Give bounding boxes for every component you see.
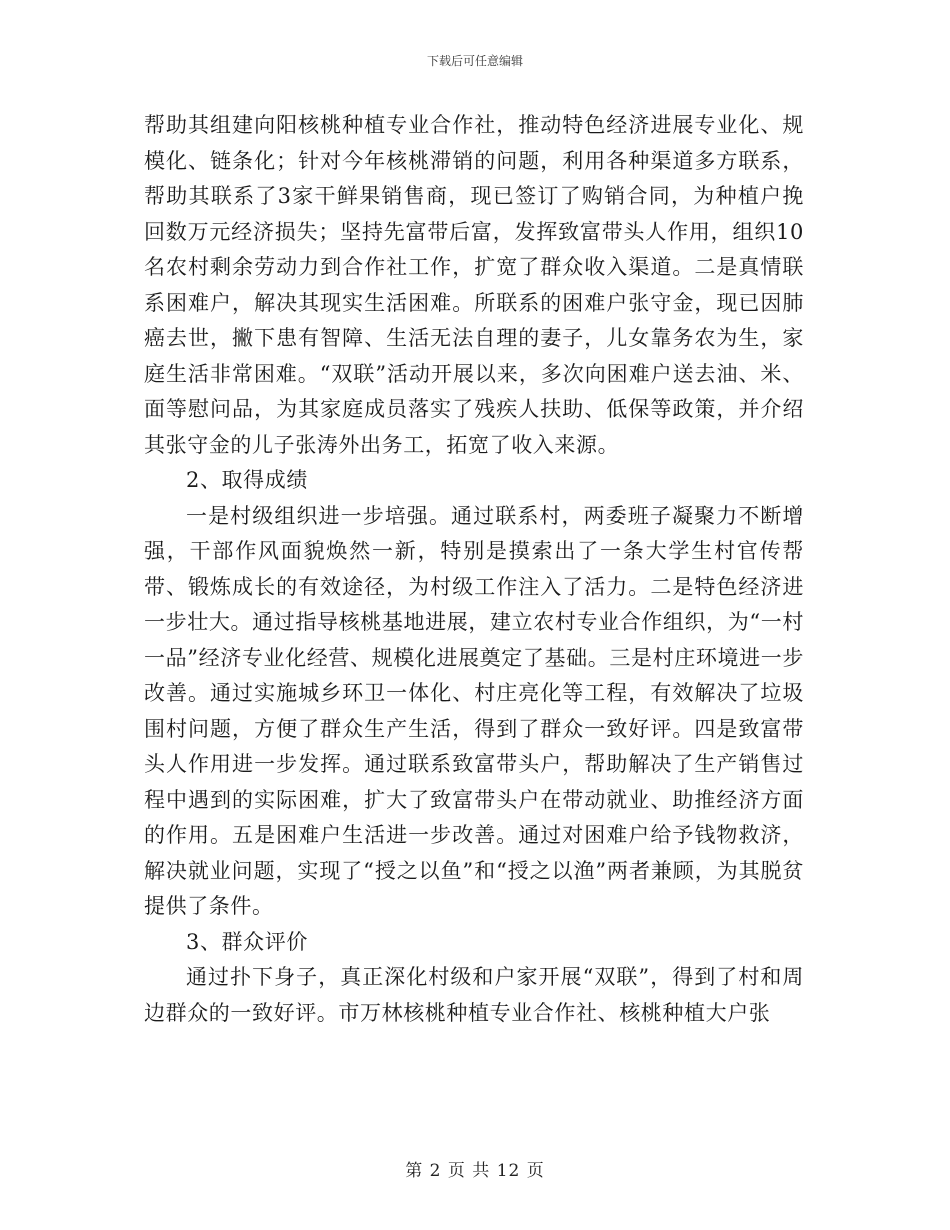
section-heading-3: 3、群众评价 — [186, 929, 308, 954]
document-body — [144, 108, 804, 1031]
paragraph-1: 帮助其组建向阳核桃种植专业合作社，推动特色经济进展专业化、规模化、链条化；针对今年核桃滞销的问题，利用各种渠道多方联系，帮助其联系了3家干鲜果销售商，现已签订了购销合同，为种植户挽回数万元经济损失；坚持先富带后富，发挥致富带头人作用，组织10名农村剩余劳动力到合作社工作，扩宽了群众收入渠道。二是真情联系困难户，解决其现实生活困难。所联系的困难户张守金，现已因肺癌去世，撇下患有智障、生活无法自理的妻子，儿女靠务农为生，家庭生活非常困难。“双联”活动开展以来，多次向困难户送去油、米、面等慰问品，为其家庭成员落实了残疾人扶助、低保等政策，并介绍其张守金的儿子张涛外出务工，拓宽了收入来源。 — [144, 113, 804, 457]
paragraph-3: 通过扑下身子，真正深化村级和户家开展“双联”，得到了村和周边群众的一致好评。市万林核桃种植专业合作社、核桃种植大户张 — [144, 965, 804, 1025]
paragraph-2: 一是村级组织进一步培强。通过联系村，两委班子凝聚力不断增强，干部作风面貌焕然一新，特别是摸索出了一条大学生村官传帮带、锻炼成长的有效途径，为村级工作注入了活力。二是特色经济进一步壮大。通过指导核桃基地进展，建立农村专业合作组织，为“一村一品”经济专业化经营、规模化进展奠定了基础。三是村庄环境进一步改善。通过实施城乡环卫一体化、村庄亮化等工程，有效解决了垃圾围村问题，方便了群众生产生活，得到了群众一致好评。四是致富带头人作用进一步发挥。通过联系致富带头户，帮助解决了生产销售过程中遇到的实际困难，扩大了致富带头户在带动就业、助推经济方面的作用。五是困难户生活进一步改善。通过对困难户给予钱物救济，解决就业问题，实现了“授之以鱼”和“授之以渔”两者兼顾，为其脱贫提供了条件。 — [144, 503, 804, 918]
page-footer — [0, 1156, 950, 1181]
section-heading-2: 2、取得成绩 — [186, 468, 308, 492]
page-header: 下载后可任意编辑 — [426, 54, 523, 68]
page-number-text: 第 2 页 共 12 页 — [405, 1161, 545, 1181]
